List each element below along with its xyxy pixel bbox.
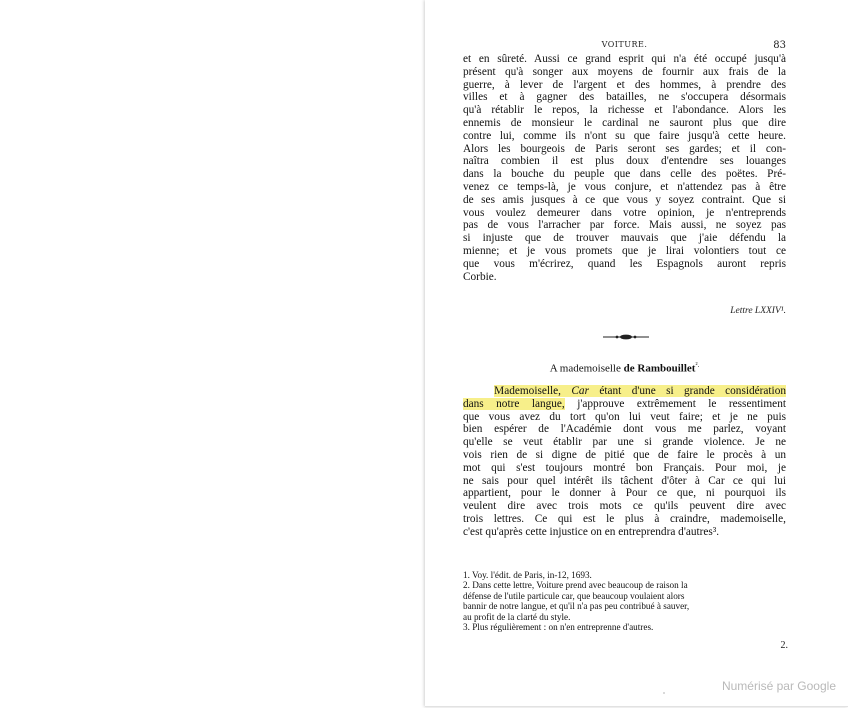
text-line: que vous avez du tort qu'on lui veut faire; et je ne puis bbox=[463, 410, 786, 423]
text-line: guerre, à lever de l'argent et des hommes, à prendre des bbox=[463, 78, 786, 91]
text-line: pas de vous l'arracher par force. Mais aussi, ne soyez pas bbox=[463, 219, 786, 232]
footnote: 1. Voy. l'édit. de Paris, in-12, 1693. bbox=[463, 570, 592, 580]
text-line: Corbie. bbox=[463, 270, 497, 283]
highlight[interactable]: Mademoiselle, Car étant d'une si grande considération bbox=[494, 385, 786, 397]
heading-note: ². bbox=[695, 361, 700, 369]
footnote: bannir de notre langue, et qu'il n'a pas peu contribué à sauver, bbox=[463, 601, 690, 612]
running-head-title: VOITURE. bbox=[601, 40, 648, 49]
text-line: bien espérer de l'Académie dont vous me parlez, voyant bbox=[463, 423, 786, 436]
text-line: si injuste que de trouver mauvais que j'aie défendu la bbox=[463, 232, 786, 245]
text-line: veulent dire avec trois mots ce qu'ils peuvent dire avec bbox=[463, 500, 786, 513]
text-line: dans la bouche du peuple que dans celle des poëtes. Pré- bbox=[463, 168, 786, 181]
text-line: appartient, pour le donner à Pour ce que, ni pourquoi ils bbox=[463, 487, 786, 500]
signature-mark: 2. bbox=[780, 640, 788, 651]
paragraph-continued bbox=[463, 53, 786, 283]
text-line: contre lui, comme ils n'ont su que faire jusqu'à cette heure. bbox=[463, 129, 786, 142]
footnotes bbox=[463, 570, 786, 632]
text-line: qu'à rétablir le repos, la richesse et l'abondance. Alors les bbox=[463, 104, 786, 117]
footnote: 3. Plus régulièrement : on n'en entreprenne d'autres. bbox=[463, 622, 654, 633]
text-line: mienne; et je vous promets que je lirai volontiers tout ce bbox=[463, 244, 786, 257]
google-watermark: Numérisé par Google bbox=[721, 679, 836, 693]
footnote: défense de l'utile particule car, que beaucoup voulaient alors bbox=[463, 590, 685, 601]
text-line: présent qu'à songer aux moyens de fournir aux frais de la bbox=[463, 65, 786, 78]
page-number: 83 bbox=[773, 40, 786, 51]
text-line: que vous m'écrirez, quand les Espagnols auront repris bbox=[463, 257, 786, 270]
heading-prefix: A mademoiselle bbox=[549, 362, 624, 375]
letter-body bbox=[463, 385, 786, 539]
letter-heading bbox=[463, 361, 786, 375]
text-line: vois rien de si digne de pitié que de faire le procès à un bbox=[463, 448, 786, 461]
highlight[interactable]: dans notre langue, bbox=[463, 397, 565, 410]
text-line: mot qui s'est toujours montré bon Français. Pour moi, je bbox=[463, 461, 786, 474]
ornament-divider-icon bbox=[603, 334, 649, 340]
text-line: c'est qu'après cette injustice on en entreprendra d'autres³. bbox=[463, 525, 720, 538]
book-page bbox=[425, 0, 848, 707]
text-line: trois lettres. Ce qui est le plus à craindre, mademoiselle, bbox=[463, 512, 786, 525]
text-line: venez ce temps-là, je vous conjure, et n'attendez pas à être bbox=[463, 180, 786, 193]
letter-number: Lettre LXXIV¹. bbox=[730, 306, 786, 316]
text-line: qu'elle se veut établir par une si grande violence. Je ne bbox=[463, 436, 786, 449]
text-line: vous voulez demeurer dans votre opinion, je n'entreprends bbox=[463, 206, 786, 219]
text-line: naîtra combien il est plus doux d'entendre ses louanges bbox=[463, 155, 786, 168]
text-line: ennemis de monsieur le cardinal ne sauront plus que dire bbox=[463, 116, 786, 129]
text-line: Alors les bourgeois de Paris seront ses gardes; et il con- bbox=[463, 142, 786, 155]
heading-name: de Rambouillet bbox=[623, 362, 696, 375]
text-line: villes et à gagner des batailles, ne s'occupera désormais bbox=[463, 91, 786, 104]
text-line: ne sais pour quel intérêt ils tâchent d'ôter à Car ce qui lui bbox=[463, 474, 786, 487]
text-line-highlighted: dans notre langue, j'approuve extrêmement le ressentiment bbox=[463, 397, 786, 410]
footnote: 2. Dans cette lettre, Voiture prend avec beaucoup de raison la bbox=[463, 580, 688, 591]
text-line: de ses amis jusques à ce que vous y soyez contraint. Que si bbox=[463, 193, 786, 206]
text-line: et en sûreté. Aussi ce grand esprit qui n'a été occupé jusqu'à bbox=[463, 53, 786, 65]
footnote: au profit de la clarté du style. bbox=[463, 611, 571, 622]
running-head bbox=[463, 40, 786, 52]
scan-speck bbox=[663, 692, 665, 694]
text-line-highlighted bbox=[463, 385, 786, 398]
